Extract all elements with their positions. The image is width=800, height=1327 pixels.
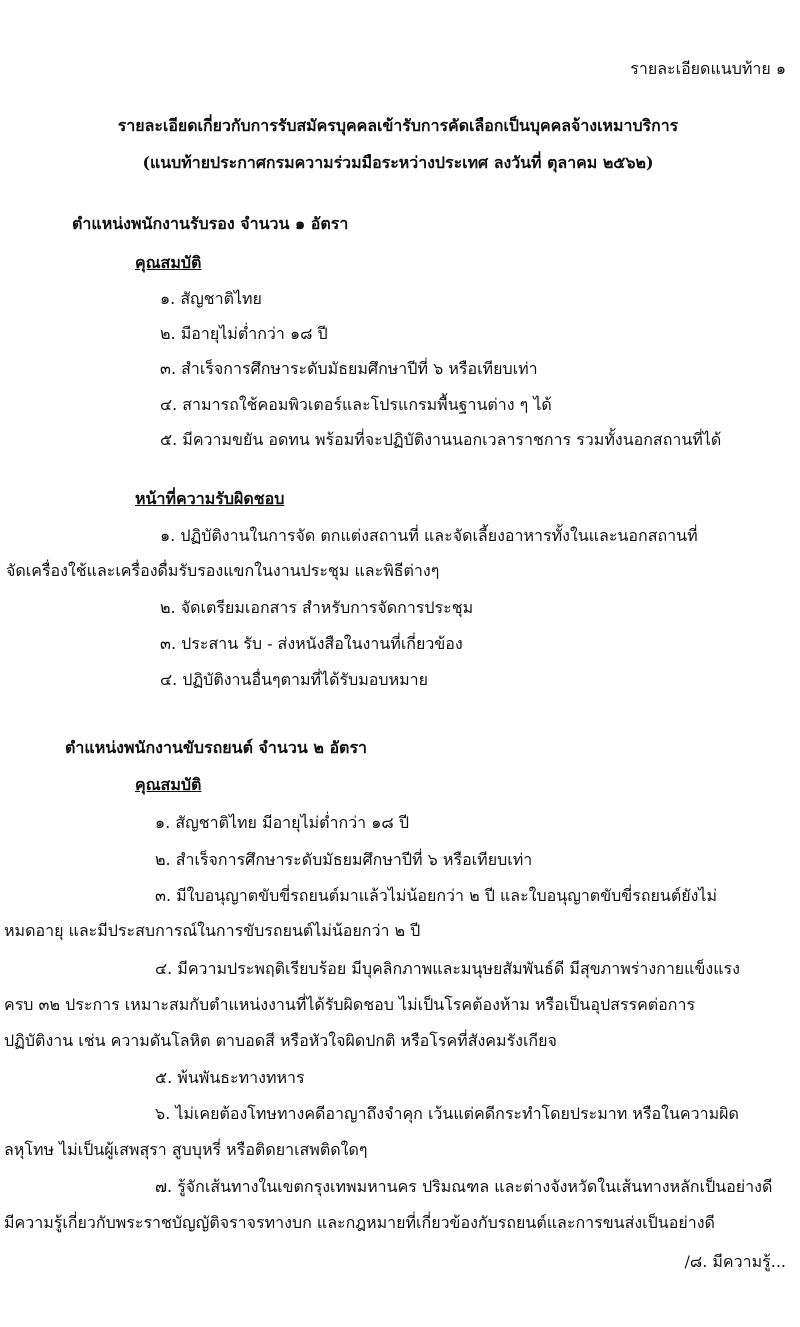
section1-qualifications-label: คุณสมบัติ: [135, 253, 202, 272]
section1-qual-item: ๓. สำเร็จการศึกษาระดับมัธยมศึกษาปีที่ ๖ หรือเทียบเท่า: [160, 359, 538, 378]
section2-qual-item-continued: ครบ ๓๒ ประการ เหมาะสมกับตำแหน่งงานที่ได้รับผิดชอบ ไม่เป็นโรคต้องห้าม หรือเป็นอุปสรรคต่อการ: [4, 995, 696, 1014]
section1-duty-item-continued: จัดเครื่องใช้และเครื่องดื่มรับรองแขกในงานประชุม และพิธีต่างๆ: [6, 561, 440, 580]
section1-qual-item: ๑. สัญชาติไทย: [160, 289, 262, 308]
continuation-marker: /๘. มีความรู้...: [684, 1252, 786, 1271]
section2-qual-item-continued: หมดอายุ และมีประสบการณ์ในการขับรถยนต์ไม่น้อยกว่า ๒ ปี: [4, 921, 421, 940]
section1-duty-item: ๒. จัดเตรียมเอกสาร สำหรับการจัดการประชุม: [160, 598, 474, 617]
document-subtitle: (แนบท้ายประกาศกรมความร่วมมือระหว่างประเทศ ลงวันที่ ตุลาคม ๒๕๖๒): [142, 153, 654, 172]
section2-qual-item: ๓. มีใบอนุญาตขับขี่รถยนต์มาแล้วไม่น้อยกว่า ๒ ปี และใบอนุญาตขับขี่รถยนต์ยังไม่: [155, 886, 717, 905]
section1-heading: ตำแหน่งพนักงานรับรอง จำนวน ๑ อัตรา: [72, 214, 349, 233]
section1-qual-item: ๕. มีความขยัน อดทน พร้อมที่จะปฏิบัติงานนอกเวลาราชการ รวมทั้งนอกสถานที่ได้: [160, 430, 722, 449]
document-title: รายละเอียดเกี่ยวกับการรับสมัครบุคคลเข้ารับการคัดเลือกเป็นบุคคลจ้างเหมาบริการ: [117, 116, 679, 135]
section2-qual-item: ๗. รู้จักเส้นทางในเขตกรุงเทพมหานคร ปริมณฑล และต่างจังหวัดในเส้นทางหลักเป็นอย่างดี: [155, 1177, 773, 1196]
section2-qual-item: ๔. มีความประพฤติเรียบร้อย มีบุคลิกภาพและมนุษยสัมพันธ์ดี มีสุขภาพร่างกายแข็งแรง: [155, 959, 740, 978]
section2-qual-item-continued: ปฏิบัติงาน เช่น ความดันโลหิต ตาบอดสี หรือหัวใจผิดปกติ หรือโรคที่สังคมรังเกียจ: [4, 1031, 557, 1050]
section2-heading: ตำแหน่งพนักงานขับรถยนต์ จำนวน ๒ อัตรา: [65, 738, 368, 757]
section1-duty-item: ๔. ปฏิบัติงานอื่นๆตามที่ได้รับมอบหมาย: [160, 670, 429, 689]
section1-duty-item: ๓. ประสาน รับ - ส่งหนังสือในงานที่เกี่ยวข้อง: [160, 634, 463, 653]
section2-qual-item: ๕. พ้นพันธะทางทหาร: [155, 1068, 305, 1087]
section2-qual-item: ๒. สำเร็จการศึกษาระดับมัธยมศึกษาปีที่ ๖ หรือเทียบเท่า: [155, 850, 533, 869]
section2-qual-item-continued: ลหุโทษ ไม่เป็นผู้เสพสุรา สูบบุหรี่ หรือติดยาเสพติดใดๆ: [4, 1140, 368, 1159]
section1-qual-item: ๒. มีอายุไม่ต่ำกว่า ๑๘ ปี: [160, 324, 328, 343]
section1-duty-item: ๑. ปฏิบัติงานในการจัด ตกแต่งสถานที่ และจัดเลี้ยงอาหารทั้งในและนอกสถานที่: [160, 526, 698, 545]
section1-duties-label: หน้าที่ความรับผิดชอบ: [135, 489, 285, 508]
attachment-label: รายละเอียดแนบท้าย ๑: [630, 59, 786, 78]
section2-qualifications-label: คุณสมบัติ: [135, 775, 202, 794]
section2-qual-item: ๖. ไม่เคยต้องโทษทางคดีอาญาถึงจำคุก เว้นแต่คดีกระทำโดยประมาท หรือในความผิด: [155, 1104, 739, 1123]
section2-qual-item-continued: มีความรู้เกี่ยวกับพระราชบัญญัติจราจรทางบก และกฎหมายที่เกี่ยวข้องกับรถยนต์และการขนส่งเป็นอย่างดี: [4, 1213, 715, 1232]
section1-qual-item: ๔. สามารถใช้คอมพิวเตอร์และโปรแกรมพื้นฐานต่าง ๆ ได้: [160, 395, 552, 414]
section2-qual-item: ๑. สัญชาติไทย มีอายุไม่ต่ำกว่า ๑๘ ปี: [155, 813, 409, 832]
